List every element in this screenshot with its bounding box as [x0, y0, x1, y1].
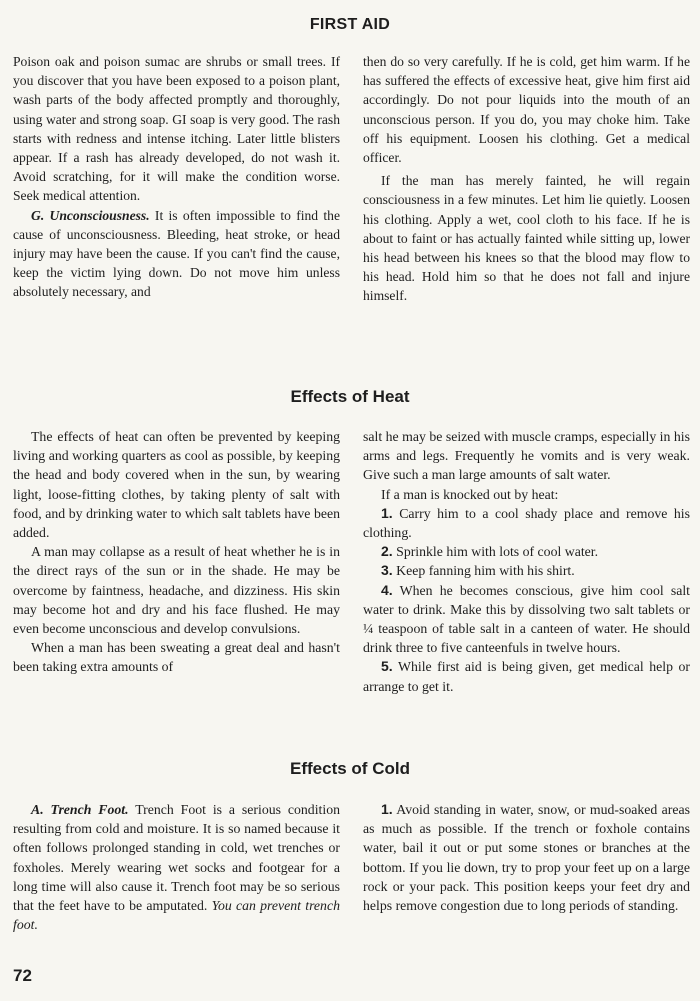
paragraph: then do so very carefully. If he is cold, get him warm. If he has suffered the effects of excessive heat, give him first aid accordingly. Do not pour liquids into the mouth of an unconscious person. If you do, you may choke him. Take off his equipment. Loosen his clothing. Get a medical officer.: [363, 54, 690, 166]
paragraph: When a man has been sweating a great deal and hasn't been taking extra amounts of: [13, 640, 340, 675]
poison-left-column: [13, 52, 340, 306]
paragraph: If a man is knocked out by heat:: [381, 486, 559, 502]
paragraph: If the man has merely fainted, he will regain consciousness in a few minutes. Let him lie quietly. Loosen his clothing. Apply a wet, cool cloth to his face. If he is about to faint or has actually fainted while sitting up, lower his head between his knees so that the blood may flow to his head. Hold him so that he does not fall and injure himself.: [363, 173, 690, 304]
poison-section: [13, 52, 690, 306]
heat-left-column: [13, 427, 340, 696]
page-number: 72: [13, 966, 32, 985]
section-heading-cold: Effects of Cold: [290, 759, 410, 778]
list-item: 2. Sprinkle him with lots of cool water.: [381, 543, 599, 560]
run-in-heading: A. Trench Foot.: [31, 802, 129, 817]
page-header: FIRST AID: [309, 16, 391, 33]
list-item: 1. Avoid standing in water, snow, or mud-soaked areas as much as possible. If the trench or foxhole contains water, bail it out or put some stones or branches at the bottom. If you lie down, try to prop your feet up on a large rock or your pack. This position keeps your feet dry and helps remove congestion due to long periods of standing.: [363, 801, 690, 914]
list-item: 3. Keep fanning him with his shirt.: [381, 562, 575, 579]
heat-right-column: [363, 427, 690, 696]
poison-right-column: [363, 52, 690, 306]
heat-section: [13, 427, 690, 696]
cold-right-column: [363, 800, 690, 934]
paragraph: The effects of heat can often be prevented by keeping living and working quarters as cool as possible, by keeping the head and body covered when in the sun, by wearing light, loose-fitting clothes, by taking plenty of salt with food, and by drinking water to which salt tablets have been added.: [13, 429, 340, 541]
cold-section: [13, 800, 690, 934]
paragraph: G. Unconsciousness. It is often impossible to find the cause of unconsciousness. Bleeding, heat stroke, or head injury may have been the cause. If you can't find the cause, keep the victim lying down. Do not move him unless absolutely necessary, and: [13, 207, 341, 300]
cold-left-column: [13, 800, 340, 934]
list-item: 1. Carry him to a cool shady place and remove his clothing.: [363, 504, 690, 541]
paragraph: salt he may be seized with muscle cramps, especially in his arms and legs. Frequently he vomits and is very weak. Give such a man large amounts of salt water.: [363, 429, 690, 483]
paragraph: A. Trench Foot. Trench Foot is a serious condition resulting from cold and moisture. It is so named because it often follows prolonged standing in cold, wet trenches or foxholes. Merely wearing wet socks and footgear for a long time will also cause it. Trench foot may be so serious that the feet have to be amputated. You can prevent trench foot.: [13, 802, 340, 933]
run-in-heading: G. Unconsciousness.: [31, 207, 150, 223]
section-heading-heat: Effects of Heat: [290, 387, 410, 406]
paragraph: Poison oak and poison sumac are shrubs or small trees. If you discover that you have been exposed to a poison plant, wash parts of the body affected promptly and thoroughly, using water and strong soap. GI soap is very good. The rash starts with redness and intense itching. Later little blisters appear. If a rash has already developed, do not wash it. Avoid scratching, for it will make the condition worse. Seek medical attention.: [13, 54, 340, 204]
list-item: 4. When he becomes conscious, give him cool salt water to drink. Make this by dissolving two salt tablets or ¼ teaspoon of table salt in a canteen of water. He should drink three to five canteenfuls in twelve hours.: [363, 581, 690, 656]
list-item: 5. While first aid is being given, get medical help or arrange to get it.: [363, 658, 691, 694]
paragraph: A man may collapse as a result of heat whether he is in the direct rays of the sun or in the shade. He may be overcome by faintness, headache, and dizziness. His skin may become hot and dry and his face flushed. He may even become unconscious and develop convulsions.: [13, 544, 340, 637]
